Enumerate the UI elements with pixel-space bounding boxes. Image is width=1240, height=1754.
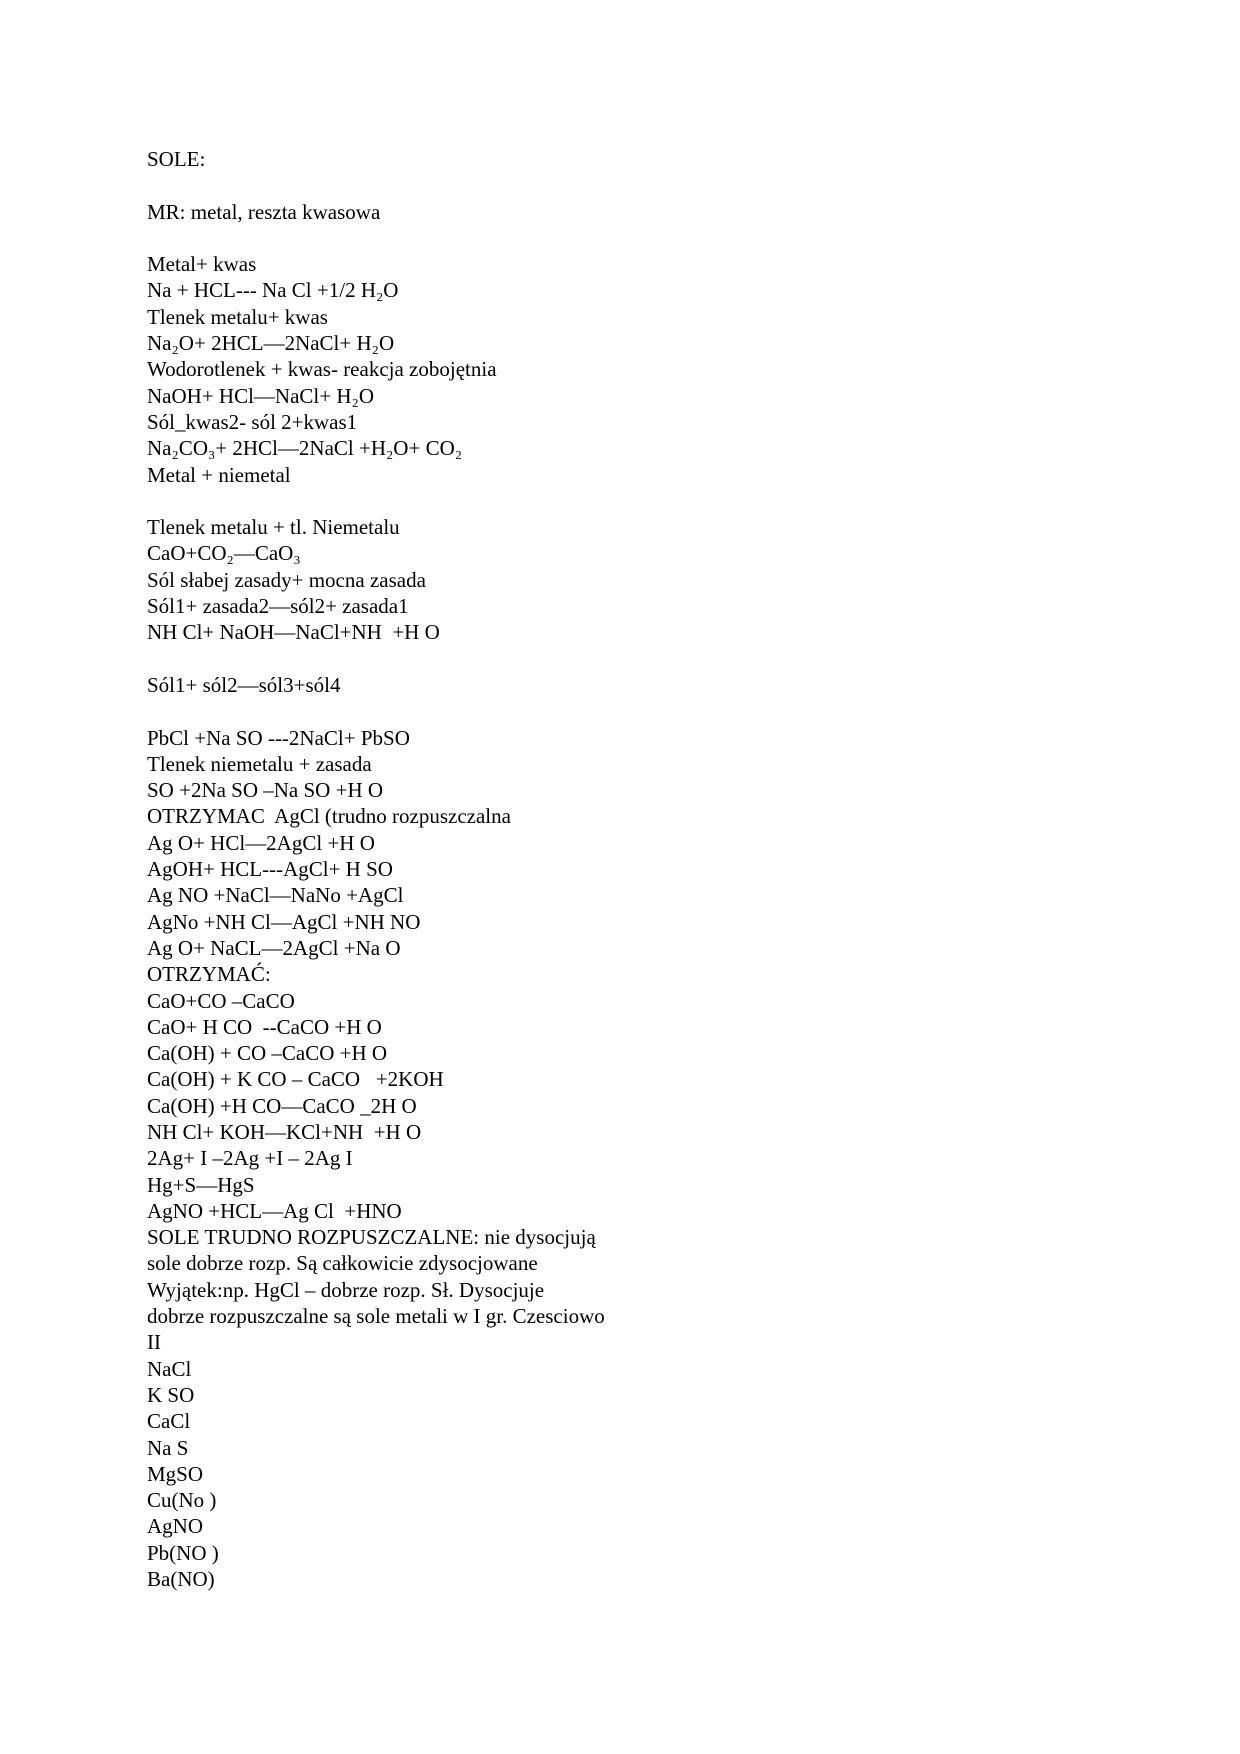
blank-line: [147, 225, 1147, 251]
text-line: II: [147, 1330, 161, 1355]
text-line: dobrze rozpuszczalne są sole metali w I gr. Czesciowo: [147, 1304, 605, 1329]
text-line: Sól_kwas2- sól 2+kwas1: [147, 409, 358, 434]
text-line: Na + HCL--- Na Cl +1/2 H₂O: [147, 278, 399, 303]
text-line: NaCl: [147, 1356, 192, 1381]
text-line: K SO: [147, 1382, 195, 1407]
text-line: Ca(OH) +H CO—CaCO _2H O: [147, 1093, 417, 1118]
text-line: SOLE TRUDNO ROZPUSZCZALNE: nie dysocjują: [147, 1225, 596, 1250]
blank-line: [147, 488, 1147, 514]
text-line: NH Cl+ NaOH—NaCl+NH +H O: [147, 620, 440, 645]
text-line: Hg+S—HgS: [147, 1172, 255, 1197]
text-line: Ag O+ HCl—2AgCl +H O: [147, 830, 375, 855]
text-line: Na S: [147, 1435, 189, 1460]
text-line: Na₂O+ 2HCL—2NaCl+ H₂O: [147, 331, 395, 356]
text-line: AgNO +HCL—Ag Cl +HNO: [147, 1198, 402, 1223]
text-line: Metal + niemetal: [147, 462, 291, 487]
text-line: Tlenek metalu + tl. Niemetalu: [147, 515, 400, 540]
text-line: sole dobrze rozp. Są całkowicie zdysocjowane: [147, 1251, 538, 1276]
text-line: Ca(OH) + K CO – CaCO +2KOH: [147, 1067, 444, 1092]
text-line: Ag NO +NaCl—NaNo +AgCl: [147, 883, 404, 908]
text-line: SO +2Na SO –Na SO +H O: [147, 778, 384, 803]
blank-line: [147, 172, 1147, 198]
text-line: Cu(No ): [147, 1488, 217, 1513]
text-line: Sól1+ zasada2—sól2+ zasada1: [147, 594, 409, 619]
text-line: NaOH+ HCl—NaCl+ H₂O: [147, 383, 374, 408]
text-line: Ca(OH) + CO –CaCO +H O: [147, 1041, 388, 1066]
text-line: AgOH+ HCL---AgCl+ H SO: [147, 857, 393, 882]
text-line: Wyjątek:np. HgCl – dobrze rozp. Sł. Dysocjuje: [147, 1277, 545, 1302]
text-line: NH Cl+ KOH—KCl+NH +H O: [147, 1119, 422, 1144]
text-line: OTRZYMAĆ:: [147, 962, 271, 987]
text-line: AgNo +NH Cl—AgCl +NH NO: [147, 909, 421, 934]
document-text: [147, 146, 1147, 1592]
text-line: Na₂CO₃+ 2HCl—2NaCl +H₂O+ CO₂: [147, 436, 463, 461]
text-line: CaO+CO –CaCO: [147, 988, 295, 1013]
text-line: 2Ag+ I –2Ag +I – 2Ag I: [147, 1146, 353, 1171]
text-line: Ba(NO): [147, 1567, 215, 1592]
text-line: MR: metal, reszta kwasowa: [147, 199, 381, 224]
text-line: Wodorotlenek + kwas- reakcja zobojętnia: [147, 357, 497, 382]
text-line: AgNO: [147, 1514, 203, 1539]
text-line: Tlenek metalu+ kwas: [147, 304, 328, 329]
text-line: Metal+ kwas: [147, 252, 257, 277]
text-line: MgSO: [147, 1461, 204, 1486]
text-line: Sól1+ sól2—sól3+sól4: [147, 672, 341, 697]
text-line: CaO+CO₂—CaO₃: [147, 541, 301, 566]
text-line: CaO+ H CO --CaCO +H O: [147, 1014, 382, 1039]
text-line: PbCl +Na SO ---2NaCl+ PbSO: [147, 725, 410, 750]
text-line: OTRZYMAC AgCl (trudno rozpuszczalna: [147, 804, 511, 829]
text-line: SOLE:: [147, 147, 206, 171]
text-line: Ag O+ NaCL—2AgCl +Na O: [147, 935, 401, 960]
text-line: Tlenek niemetalu + zasada: [147, 751, 372, 776]
blank-line: [147, 646, 1147, 672]
text-line: CaCl: [147, 1409, 191, 1434]
text-line: Sól słabej zasady+ mocna zasada: [147, 567, 426, 592]
text-line: Pb(NO ): [147, 1540, 219, 1565]
blank-line: [147, 698, 1147, 724]
